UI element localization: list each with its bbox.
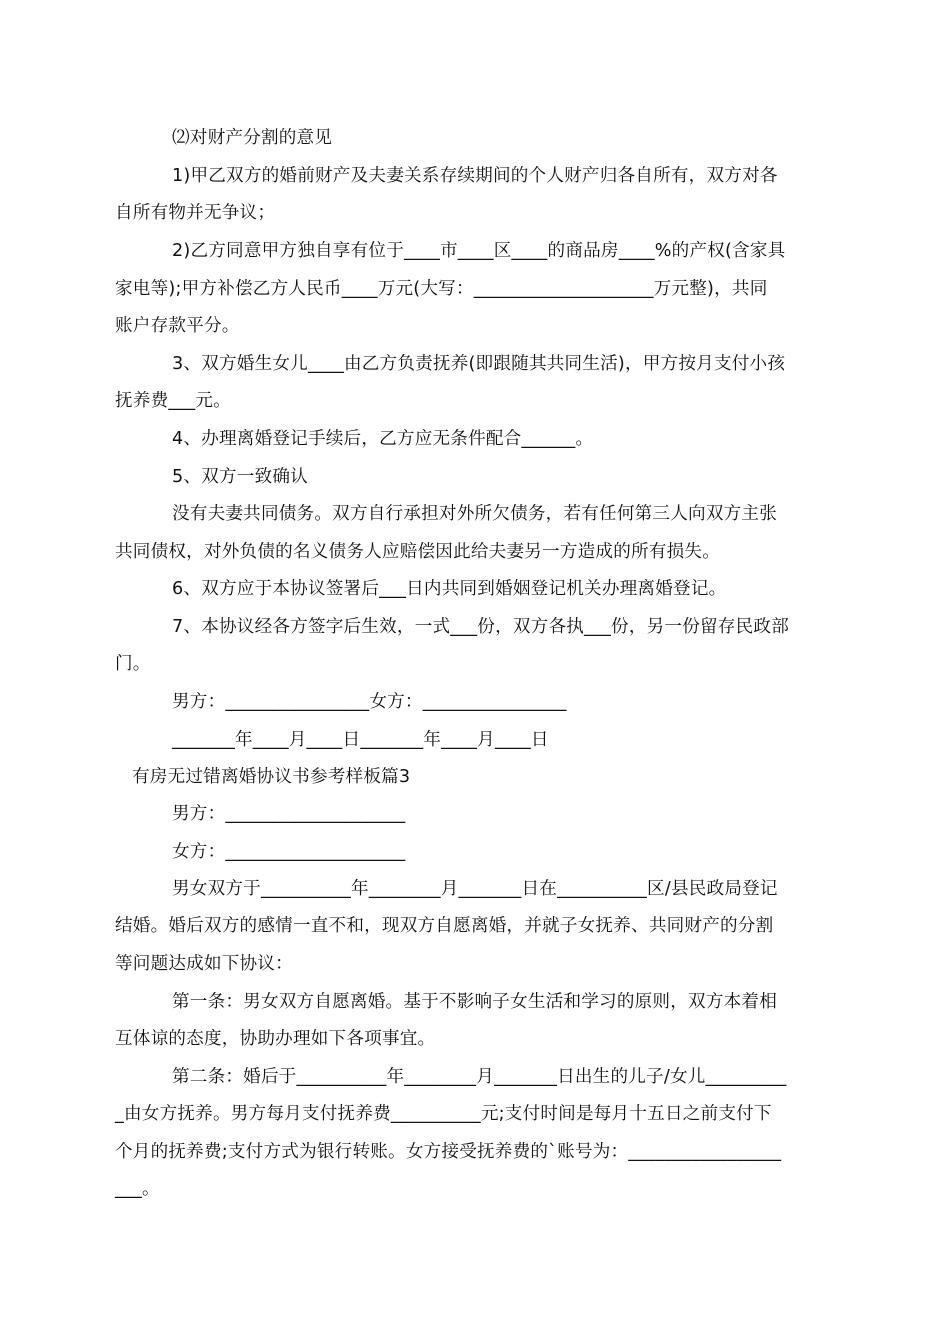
paragraph-line: 没有夫妻共同债务。双方自行承担对外所欠债务，若有任何第三人向双方主张 (172, 504, 777, 524)
paragraph-line: 等问题达成如下协议： (115, 954, 293, 974)
paragraph-line: 门。 (115, 654, 151, 674)
paragraph-line: _由女方抚养。男方每月支付抚养费__________元;支付时间是每月十五日之前支付下 (115, 1104, 772, 1124)
paragraph-line: 账户存款平分。 (115, 316, 240, 336)
date-line: _______年____月____日_______年____月____日 (172, 730, 549, 750)
paragraph-line: 5、双方一致确认 (172, 467, 308, 487)
paragraph-line: 自所有物并无争议； (115, 203, 276, 223)
paragraph-line: 家电等);甲方补偿乙方人民币____万元(大写：____________________万元整)，共同 (115, 279, 768, 299)
female-party-line: 女方：____________________ (172, 842, 406, 862)
paragraph-line: 共同债权，对外负债的名义债务人应赔偿因此给夫妻另一方造成的所有损失。 (115, 542, 720, 562)
paragraph-line: 3、双方婚生女儿____由乙方负责抚养(即跟随其共同生活)，甲方按月支付小孩 (172, 354, 786, 374)
paragraph-line: 互体谅的态度，协助办理如下各项事宜。 (115, 1029, 436, 1049)
paragraph-line: 个月的抚养费;支付方式为银行转账。女方接受抚养费的`账号为：_________________ (115, 1142, 782, 1162)
article-one-line: 第一条：男女双方自愿离婚。基于不影响子女生活和学习的原则，双方本着相 (172, 992, 777, 1012)
paragraph-line: 4、办理离婚登记手续后，乙方应无条件配合______。 (172, 429, 594, 449)
paragraph-line: ___。 (115, 1179, 160, 1199)
signature-line: 男方：________________女方：________________ (172, 692, 567, 712)
paragraph-line: 结婚。婚后双方的感情一直不和，现双方自愿离婚，并就子女抚养、共同财产的分割 (115, 916, 774, 936)
paragraph-line: 抚养费___元。 (115, 391, 231, 411)
paragraph-line: 男女双方于__________年________月_______日在__________区/县民政局登记 (172, 879, 778, 899)
section-heading-property-division: ⑵对财产分割的意见 (172, 128, 333, 148)
paragraph-line: 1)甲乙双方的婚前财产及夫妻关系存续期间的个人财产归各自所有，双方对各 (172, 166, 778, 186)
section-title: 有房无过错离婚协议书参考样板篇3 (132, 767, 411, 787)
male-party-line: 男方：____________________ (172, 804, 406, 824)
paragraph-line: 2)乙方同意甲方独自享有位于____市____区____的商品房____%的产权(含家具 (172, 241, 786, 261)
paragraph-line: 7、本协议经各方签字后生效，一式___份，双方各执___份，另一份留存民政部 (172, 617, 789, 637)
paragraph-line: 6、双方应于本协议签署后___日内共同到婚姻登记机关办理离婚登记。 (172, 579, 727, 599)
article-two-line: 第二条：婚后于__________年________月_______日出生的儿子/女儿_________ (172, 1067, 787, 1087)
